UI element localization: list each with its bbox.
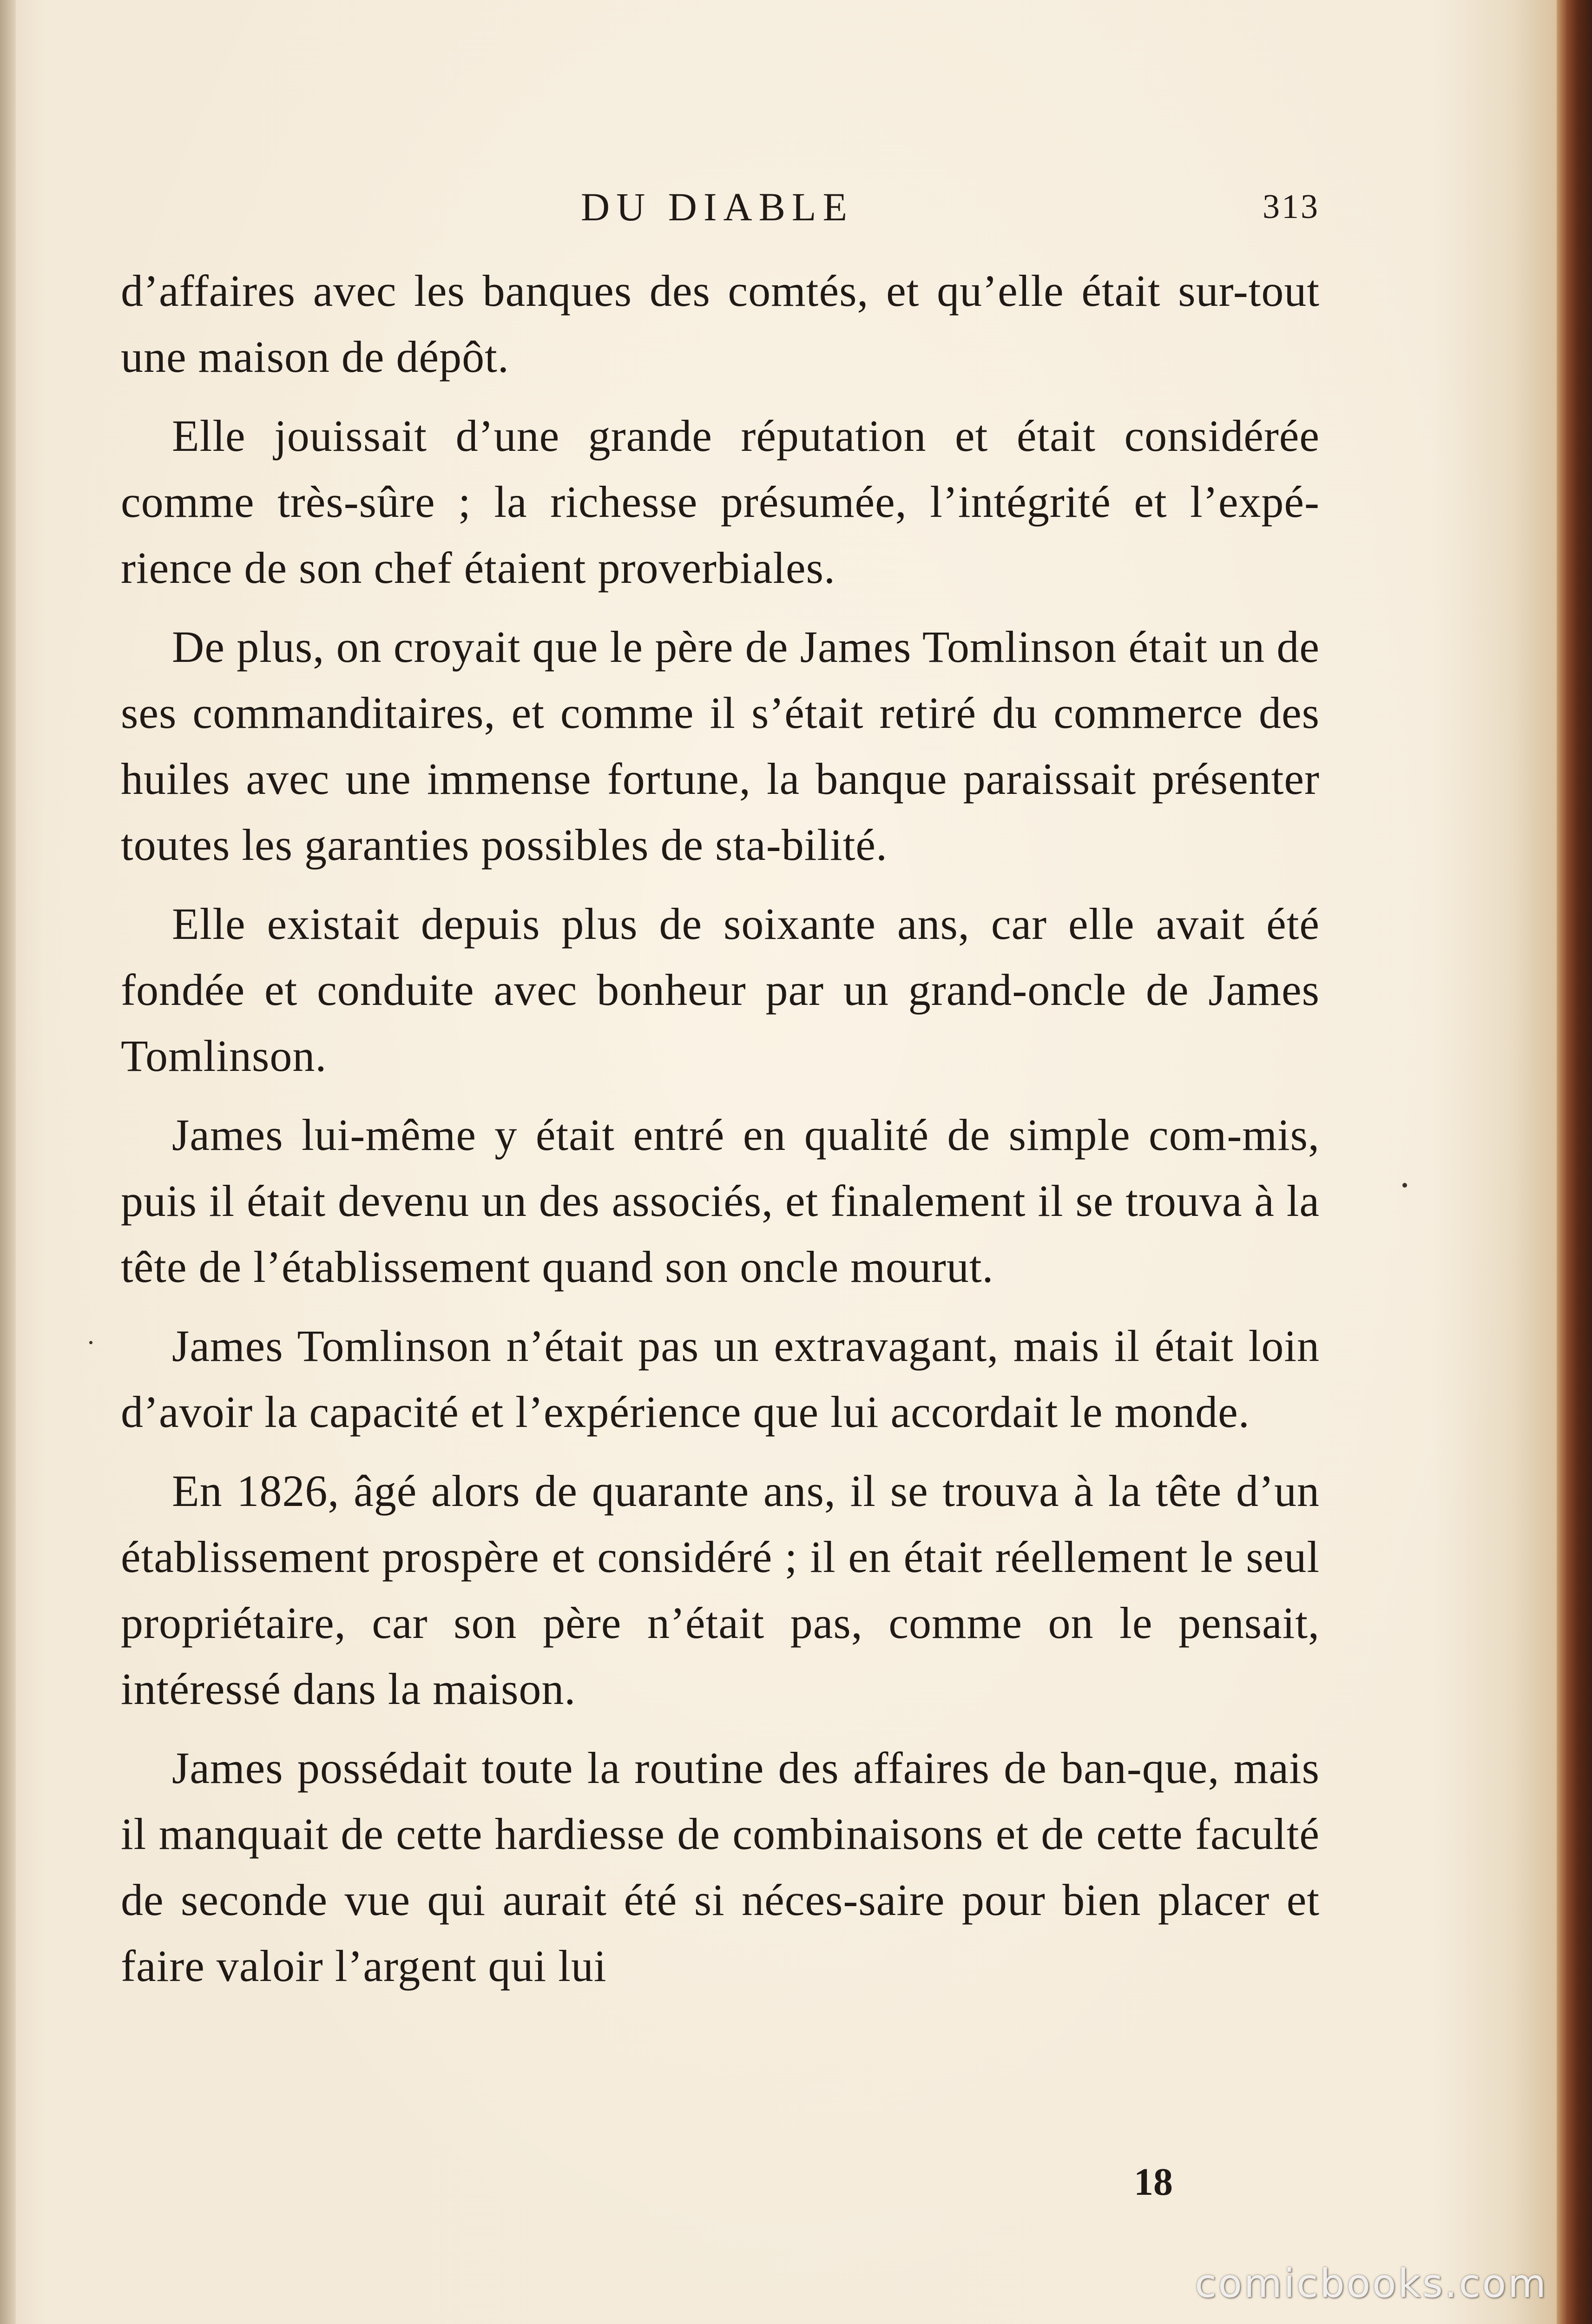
watermark: comicbooks.com — [1195, 2261, 1548, 2306]
paragraph: Elle existait depuis plus de soixante ans, car elle avait été fondée et conduite avec bonheur par un grand-oncle de James Tomlinson. — [121, 899, 1320, 1081]
paragraph: En 1826, âgé alors de quarante ans, il se trouva à la tête d’un établissement prospère et considéré ; il en était réellement le seul propriétaire, car son père n’était pas, comme on le pensait, intéressé dans la maison. — [121, 1466, 1320, 1714]
paragraph: d’affaires avec les banques des comtés, et qu’elle était sur-tout une maison de dépôt. — [121, 266, 1320, 382]
page-edge — [1557, 0, 1592, 2324]
paragraph: James lui-même y était entré en qualité de simple com-mis, puis il était devenu un des associés, et finalement il se trouva à la tête de l’établissement quand son oncle mourut. — [121, 1110, 1320, 1292]
running-title: DU DIABLE — [581, 185, 854, 229]
ink-speck — [1402, 1183, 1407, 1188]
paragraph: Elle jouissait d’une grande réputation et était considérée comme très-sûre ; la richesse présumée, l’intégrité et l’expé-rience de son chef étaient proverbiales. — [121, 411, 1320, 593]
paragraph: James possédait toute la routine des affaires de ban-que, mais il manquait de cette hardiesse de combinaisons et de cette faculté de seconde vue qui aurait été si néces-saire pour bien placer et faire valoir l’argent qui lui — [121, 1743, 1320, 1991]
page-number: 313 — [1263, 188, 1320, 226]
body-text — [121, 258, 1320, 2012]
signature-mark: 18 — [1134, 2160, 1173, 2204]
ink-speck — [89, 1341, 92, 1344]
paragraph: De plus, on croyait que le père de James Tomlinson était un de ses commanditaires, et comme il s’était retiré du commerce des huiles avec une immense fortune, la banque paraissait présenter toutes les garanties possibles de sta-bilité. — [121, 622, 1320, 870]
gutter-shadow — [0, 0, 16, 2324]
page-header — [121, 179, 1320, 235]
paragraph: James Tomlinson n’était pas un extravagant, mais il était loin d’avoir la capacité et l’expérience que lui accordait le monde. — [121, 1321, 1320, 1437]
